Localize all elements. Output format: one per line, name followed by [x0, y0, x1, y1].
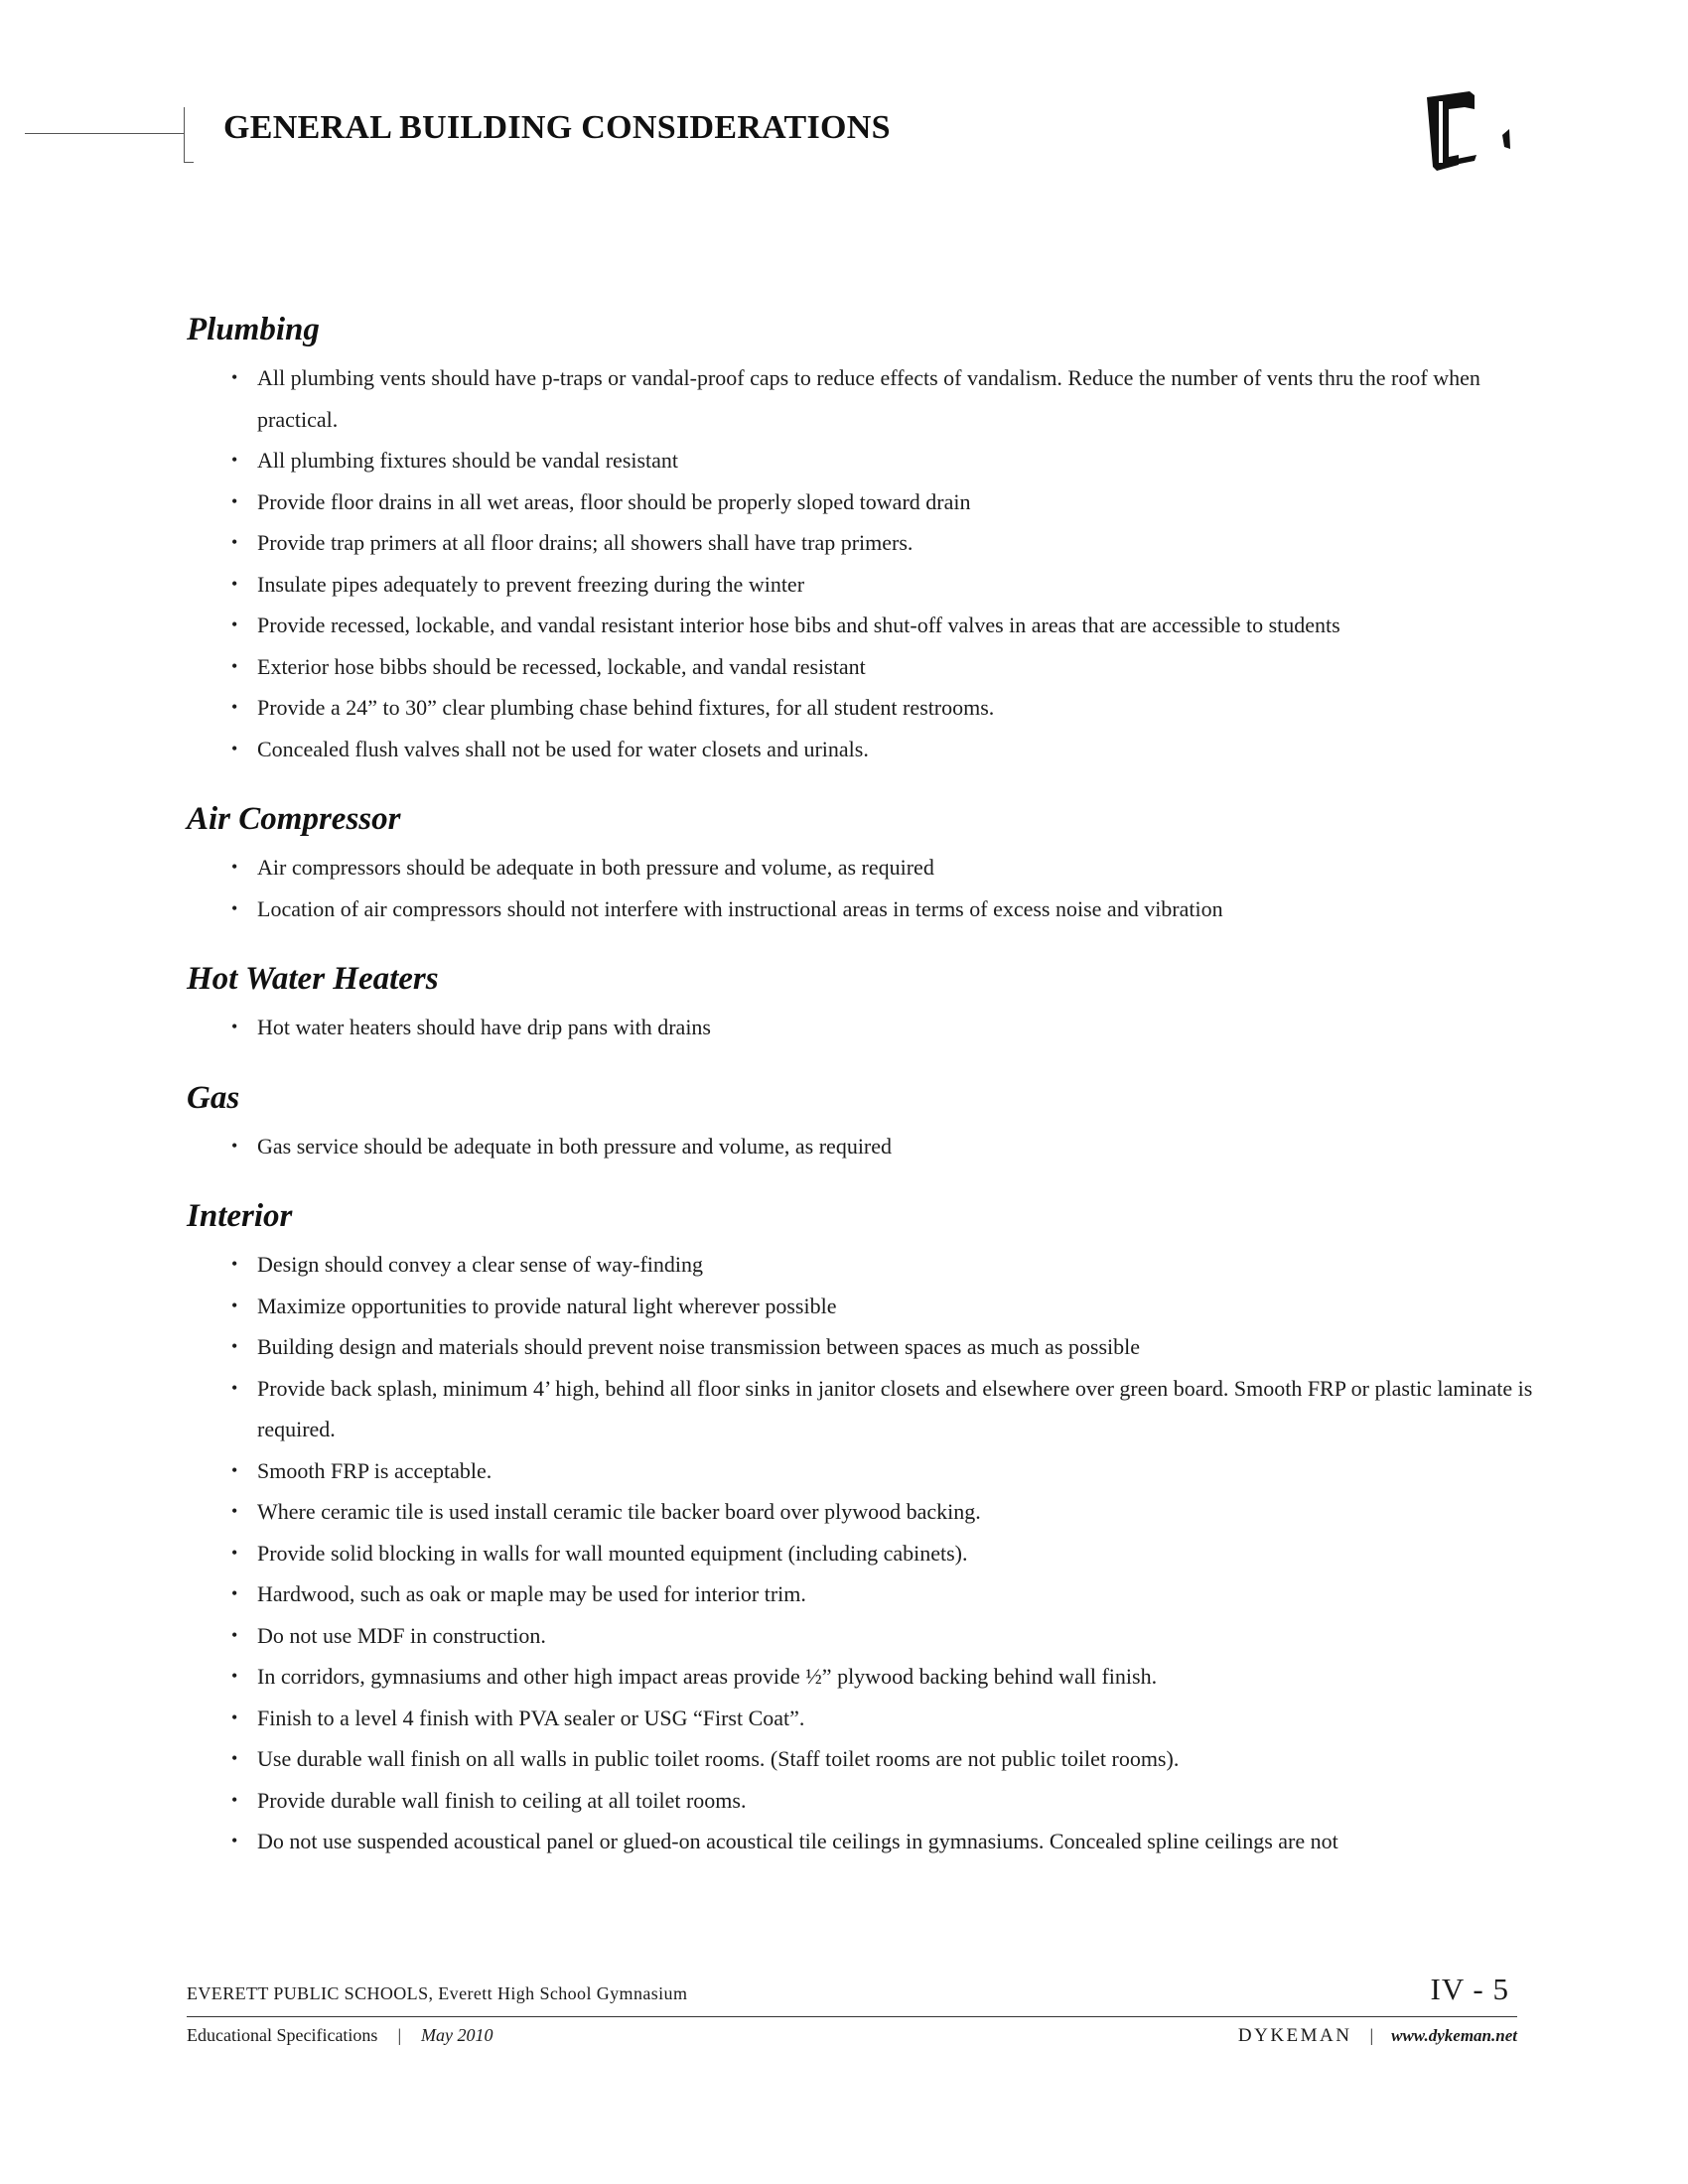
- list-item: • Air compressors should be adequate in both pressure and volume, as required: [231, 847, 1537, 888]
- bullet-list: [187, 1007, 1537, 1048]
- list-item: • All plumbing fixtures should be vandal resistant: [231, 440, 1537, 481]
- list-item: • Smooth FRP is acceptable.: [231, 1450, 1537, 1492]
- section-title: Air Compressor: [187, 801, 401, 837]
- footer-rule: [187, 2016, 1517, 2017]
- footer-website-link[interactable]: www.dykeman.net: [1391, 2026, 1517, 2045]
- footer-org-project: EVERETT PUBLIC SCHOOLS, Everett High School Gymnasium: [187, 1983, 688, 2003]
- list-item: • Use durable wall finish on all walls in public toilet rooms. (Staff toilet rooms are not public toilet rooms).: [231, 1738, 1537, 1780]
- list-item: • Hardwood, such as oak or maple may be used for interior trim.: [231, 1573, 1537, 1615]
- list-item: • Design should convey a clear sense of way-finding: [231, 1244, 1537, 1286]
- list-item: • Hot water heaters should have drip pans with drains: [231, 1007, 1537, 1048]
- section-title: Gas: [187, 1079, 240, 1116]
- list-item: • Building design and materials should prevent noise transmission between spaces as much as possible: [231, 1326, 1537, 1368]
- list-item: • Provide recessed, lockable, and vandal resistant interior hose bibs and shut-off valves in areas that are accessible to students: [231, 605, 1537, 646]
- list-item: • Location of air compressors should not interfere with instructional areas in terms of excess noise and vibration: [231, 888, 1537, 930]
- footer-date: May 2010: [421, 2025, 493, 2045]
- list-item: • Exterior hose bibbs should be recessed, lockable, and vandal resistant: [231, 646, 1537, 688]
- page-number: IV - 5: [1430, 1972, 1509, 2006]
- section-title: Hot Water Heaters: [187, 961, 439, 997]
- footer-separator: |: [397, 2025, 402, 2045]
- list-item: • Do not use suspended acoustical panel or glued-on acoustical tile ceilings in gymnasiums. Concealed spline ceilings are not: [231, 1821, 1537, 1862]
- section-gas: [187, 1076, 1537, 1167]
- list-item: • Finish to a level 4 finish with PVA sealer or USG “First Coat”.: [231, 1698, 1537, 1739]
- list-item: • Where ceramic tile is used install ceramic tile backer board over plywood backing.: [231, 1491, 1537, 1533]
- section-title: Interior: [187, 1198, 293, 1234]
- footer-brand-block: [1182, 2025, 1517, 2047]
- footer-brand: DYKEMAN: [1237, 2025, 1352, 2046]
- section-air-compressor: [187, 797, 1537, 929]
- list-item: • Provide solid blocking in walls for wall mounted equipment (including cabinets).: [231, 1533, 1537, 1574]
- section-title: Plumbing: [187, 312, 320, 347]
- content: [187, 308, 1537, 1890]
- dykeman-logo-icon: [1415, 87, 1524, 187]
- footer-doc-type: Educational Specifications: [187, 2025, 378, 2045]
- page-title: GENERAL BUILDING CONSIDERATIONS: [223, 109, 891, 146]
- bullet-list: [187, 1126, 1537, 1167]
- list-item: • Provide a 24” to 30” clear plumbing chase behind fixtures, for all student restrooms.: [231, 687, 1537, 729]
- section-hot-water-heaters: [187, 957, 1537, 1048]
- list-item: • Provide trap primers at all floor drains; all showers shall have trap primers.: [231, 522, 1537, 564]
- header-tick: [184, 107, 185, 163]
- list-item: • Insulate pipes adequately to prevent freezing during the winter: [231, 564, 1537, 606]
- section-interior: [187, 1194, 1537, 1862]
- list-item: • All plumbing vents should have p-traps or vandal-proof caps to reduce effects of vandalism. Reduce the number of vents thru the roof when practical.: [231, 357, 1537, 440]
- list-item: • Do not use MDF in construction.: [231, 1615, 1537, 1657]
- list-item: • In corridors, gymnasiums and other high impact areas provide ½” plywood backing behind wall finish.: [231, 1656, 1537, 1698]
- bullet-list: [187, 847, 1537, 929]
- section-plumbing: [187, 308, 1537, 769]
- list-item: • Maximize opportunities to provide natural light wherever possible: [231, 1286, 1537, 1327]
- list-item: • Provide floor drains in all wet areas, floor should be properly sloped toward drain: [231, 481, 1537, 523]
- list-item: • Concealed flush valves shall not be used for water closets and urinals.: [231, 729, 1537, 770]
- list-item: • Provide back splash, minimum 4’ high, behind all floor sinks in janitor closets and elsewhere over green board. Smooth FRP or plastic laminate is required.: [231, 1368, 1537, 1450]
- bullet-list: [187, 357, 1537, 769]
- header-tick-foot: [184, 162, 194, 163]
- list-item: • Provide durable wall finish to ceiling at all toilet rooms.: [231, 1780, 1537, 1822]
- header-rule: [25, 133, 184, 134]
- list-item: • Gas service should be adequate in both pressure and volume, as required: [231, 1126, 1537, 1167]
- footer-separator: |: [1369, 2025, 1374, 2045]
- bullet-list: [187, 1244, 1537, 1862]
